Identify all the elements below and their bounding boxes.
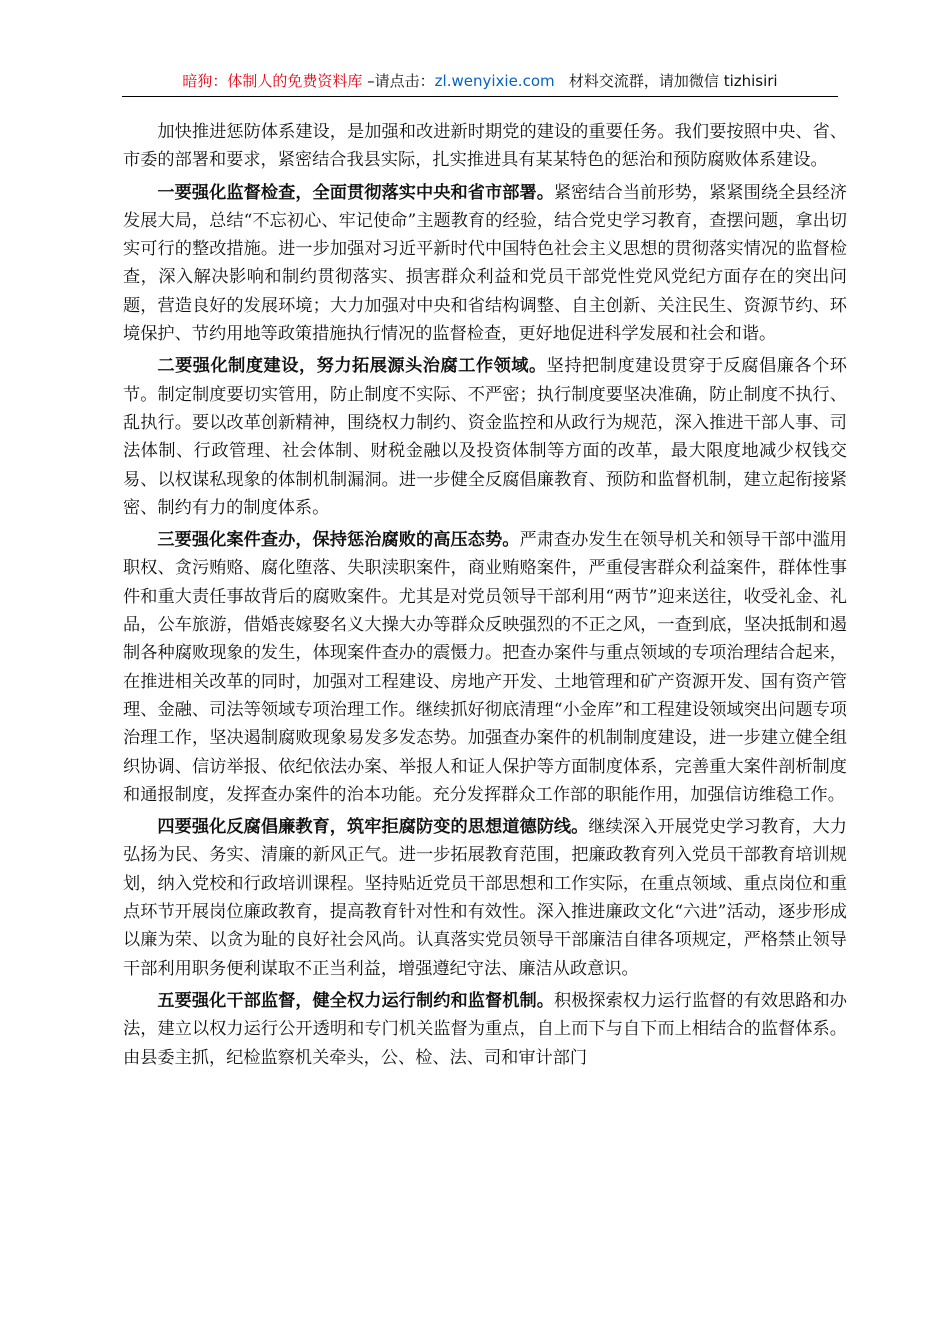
- paragraph-lead: 二要强化制度建设，努力拓展源头治腐工作领域。: [157, 356, 547, 377]
- page-header: [122, 66, 838, 97]
- paragraph-text: 紧密结合当前形势，紧紧围绕全县经济发展大局，总结“不忘初心、牢记使命”主题教育的经验，结合党史学习教育，查摆问题，拿出切实可行的整改措施。进一步加强对习近平新时代中国特色社会主义思想的贯彻落实情况的监督检查，深入解决影响和制约贯彻落实、损害群众利益和党员干部党性党风党纪方面存在的突出问题，营造良好的发展环境；大力加强对中央和省结构调整、自主创新、关注民生、资源节约、环境保护、节约用地等政策措施执行情况的监督检查，更好地促进科学发展和社会和谐。: [123, 182, 847, 345]
- paragraph-text: 坚持把制度建设贯穿于反腐倡廉各个环节。制定制度要切实管用，防止制度不实际、不严密；执行制度要坚决准确，防止制度不执行、乱执行。要以改革创新精神，围绕权力制约、资金监控和从政行为规范，深入推进干部人事、司法体制、行政管理、社会体制、财税金融以及投资体制等方面的改革，最大限度地减少权钱交易、以权谋私现象的体制机制漏洞。进一步健全反腐倡廉教育、预防和监督机制，建立起衔接紧密、制约有力的制度体系。: [123, 356, 847, 518]
- paragraph-text: 加快推进惩防体系建设，是加强和改进新时期党的建设的重要任务。我们要按照中央、省、市委的部署和要求，紧密结合我县实际，扎实推进具有某某特色的惩治和预防腐败体系建设。: [123, 122, 847, 171]
- document-body: [123, 118, 847, 1076]
- paragraph-text: 继续深入开展党史学习教育，大力弘扬为民、务实、清廉的新风正气。进一步拓展教育范围，把廉政教育列入党员干部教育培训规划，纳入党校和行政培训课程。坚持贴近党员干部思想和工作实际，在重点领域、重点岗位和重点环节开展岗位廉政教育，提高教育针对性和有效性。深入推进廉政文化“六进”活动，逐步形成以廉为荣、以贪为耻的良好社会风尚。认真落实党员领导干部廉洁自律各项规定，严格禁止领导干部利用职务便利谋取不正当利益，增强遵纪守法、廉洁从政意识。: [123, 817, 847, 979]
- paragraph-3: [123, 526, 847, 809]
- paragraph-2: [123, 352, 847, 522]
- header-click-prompt: –请点击：: [362, 72, 435, 90]
- paragraph-1: [123, 179, 847, 349]
- header-site-name: 暗狗：体制人的免费资料库: [182, 72, 363, 90]
- paragraph-intro: [123, 118, 847, 175]
- paragraph-5: [123, 987, 847, 1072]
- paragraph-4: [123, 813, 847, 983]
- header-wechat-note: 材料交流群，请加微信 tizhisiri: [568, 72, 778, 90]
- paragraph-lead: 一要强化监督检查，全面贯彻落实中央和省市部署。: [157, 182, 554, 203]
- paragraph-lead: 三要强化案件查办，保持惩治腐败的高压态势。: [157, 530, 520, 551]
- header-url-link[interactable]: zl.wenyixie.com: [434, 72, 555, 90]
- paragraph-text: 严肃查办发生在领导机关和领导干部中滥用职权、贪污贿赂、腐化堕落、失职渎职案件，商业贿赂案件，严重侵害群众利益案件，群体性事件和重大责任事故背后的腐败案件。尤其是对党员领导干部利用“两节”迎来送往，收受礼金、礼品，公车旅游，借婚丧嫁娶名义大操大办等群众反映强烈的不正之风，一查到底，坚决抵制和遏制各种腐败现象的发生，体现案件查办的震慑力。把查办案件与重点领域的专项治理结合起来，在推进相关改革的同时，加强对工程建设、房地产开发、土地管理和矿产资源开发、国有资产管理、金融、司法等领域专项治理工作。继续抓好彻底清理“小金库”和工程建设领域突出问题专项治理工作，坚决遏制腐败现象易发多发态势。加强查办案件的机制制度建设，进一步建立健全组织协调、信访举报、依纪依法办案、举报人和证人保护等方面制度体系，完善重大案件剖析制度和通报制度，发挥查办案件的治本功能。充分发挥群众工作部的职能作用，加强信访维稳工作。: [123, 530, 847, 805]
- paragraph-text: 积极探索权力运行监督的有效思路和办法，建立以权力运行公开透明和专门机关监督为重点，自上而下与自下而上相结合的监督体系。由县委主抓，纪检监察机关牵头，公、检、法、司和审计部门: [123, 990, 847, 1068]
- paragraph-lead: 四要强化反腐倡廉教育，筑牢拒腐防变的思想道德防线。: [157, 817, 589, 838]
- paragraph-lead: 五要强化干部监督，健全权力运行制约和监督机制。: [157, 990, 554, 1011]
